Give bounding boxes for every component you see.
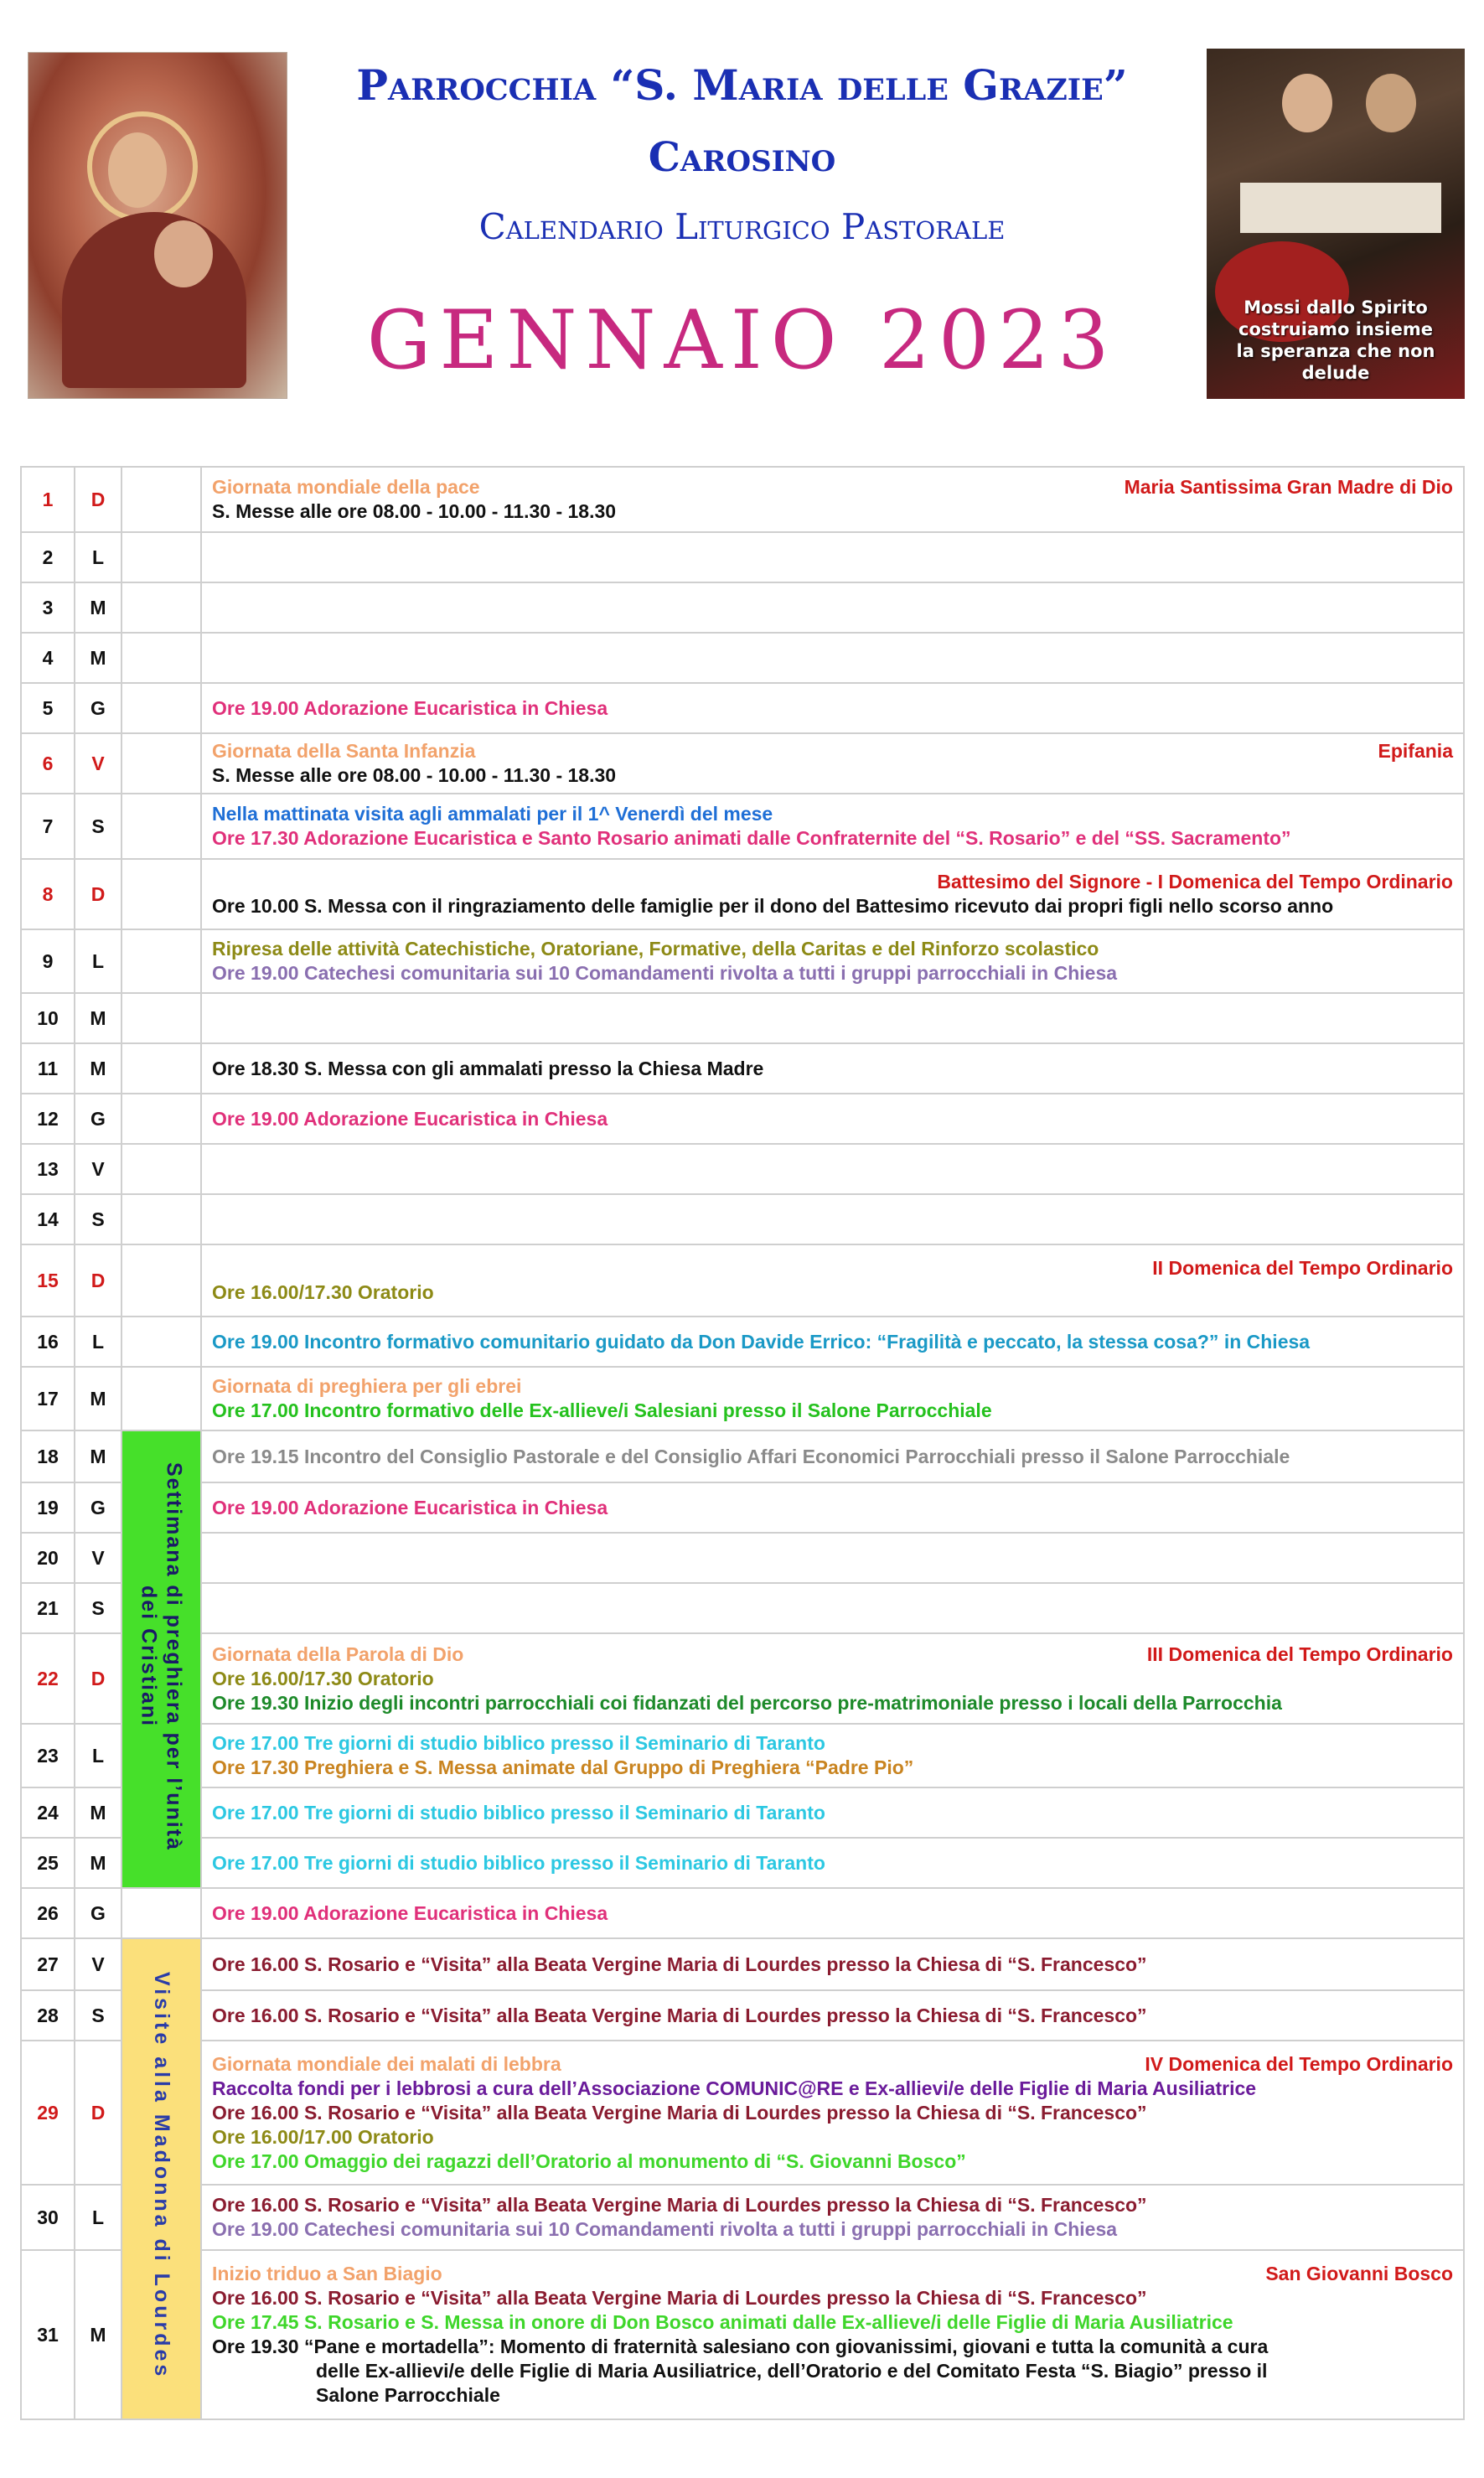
day-number: 16 xyxy=(21,1317,75,1367)
feast-label: Maria Santissima Gran Madre di Dio xyxy=(1124,476,1453,498)
event-line: S. Messe alle ore 08.00 - 10.00 - 11.30 - 18.30 xyxy=(212,500,617,522)
day-of-week: D xyxy=(75,2041,122,2185)
day-number: 22 xyxy=(21,1633,75,1724)
event-line: Ore 16.00 S. Rosario e “Visita” alla Beata Vergine Maria di Lourdes presso la Chiesa di “S. Francesco” xyxy=(212,1953,1147,1975)
day-of-week: S xyxy=(75,1194,122,1244)
event-line: Giornata mondiale dei malati di lebbra xyxy=(212,2052,561,2075)
table-row xyxy=(21,467,1464,532)
events-cell xyxy=(201,1144,1464,1194)
day-of-week: L xyxy=(75,1724,122,1787)
day-number: 25 xyxy=(21,1838,75,1888)
band-cell xyxy=(122,1367,201,1430)
events-cell xyxy=(201,532,1464,582)
band-cell xyxy=(122,929,201,993)
table-row xyxy=(21,1367,1464,1430)
day-number: 15 xyxy=(21,1244,75,1317)
event-line: Salone Parrocchiale xyxy=(316,2384,500,2406)
table-row xyxy=(21,582,1464,633)
feast-label: IV Domenica del Tempo Ordinario xyxy=(1145,2052,1453,2075)
day-of-week: L xyxy=(75,1317,122,1367)
figure-head-shape xyxy=(1282,74,1332,132)
events-cell xyxy=(201,794,1464,859)
events-cell xyxy=(201,1533,1464,1583)
band-cell xyxy=(122,1888,201,1938)
event-line: Giornata di preghiera per gli ebrei xyxy=(212,1375,522,1397)
day-number: 7 xyxy=(21,794,75,859)
table-row xyxy=(21,1724,1464,1787)
day-number: 24 xyxy=(21,1787,75,1838)
events-cell xyxy=(201,1787,1464,1838)
events-cell xyxy=(201,2250,1464,2419)
table-row xyxy=(21,1144,1464,1194)
table-row xyxy=(21,1244,1464,1317)
table-row xyxy=(21,1094,1464,1144)
table-row xyxy=(21,1317,1464,1367)
band-cell xyxy=(122,794,201,859)
calendar-table xyxy=(20,466,1465,2420)
event-line: Ore 16.00/17.30 Oratorio xyxy=(212,1667,434,1689)
events-cell xyxy=(201,1888,1464,1938)
day-number: 31 xyxy=(21,2250,75,2419)
band-cell xyxy=(122,1194,201,1244)
band-cell xyxy=(122,1043,201,1094)
day-of-week: L xyxy=(75,532,122,582)
band-cell xyxy=(122,1094,201,1144)
events-cell xyxy=(201,1990,1464,2041)
band-cell xyxy=(122,683,201,733)
feast-label: III Domenica del Tempo Ordinario xyxy=(1146,1643,1453,1665)
table-row xyxy=(21,733,1464,794)
events-cell xyxy=(201,929,1464,993)
day-of-week: V xyxy=(75,1533,122,1583)
day-of-week: M xyxy=(75,1043,122,1094)
event-line: Giornata della Parola di Dio xyxy=(212,1643,464,1665)
table-row xyxy=(21,2041,1464,2185)
table-row xyxy=(21,1533,1464,1583)
day-of-week: S xyxy=(75,1990,122,2041)
band-cell xyxy=(122,633,201,683)
events-cell xyxy=(201,1244,1464,1317)
event-line: Ore 17.00 Incontro formativo delle Ex-allieve/i Salesiani presso il Salone Parrocchiale xyxy=(212,1399,992,1421)
band-cell xyxy=(122,582,201,633)
day-number: 4 xyxy=(21,633,75,683)
table-row xyxy=(21,859,1464,929)
table-row xyxy=(21,929,1464,993)
table-row xyxy=(21,683,1464,733)
table-row xyxy=(21,794,1464,859)
day-of-week: M xyxy=(75,2250,122,2419)
event-line: Ore 17.00 Tre giorni di studio biblico presso il Seminario di Taranto xyxy=(212,1801,825,1824)
event-line: Ore 19.15 Incontro del Consiglio Pastorale e del Consiglio Affari Economici Parrocchiali presso il Salone Parrocchiale xyxy=(212,1445,1290,1467)
events-cell xyxy=(201,1194,1464,1244)
day-number: 8 xyxy=(21,859,75,929)
events-cell xyxy=(201,1043,1464,1094)
unity-week-line-2: dei Cristiani xyxy=(137,1585,161,1728)
day-number: 12 xyxy=(21,1094,75,1144)
day-number: 28 xyxy=(21,1990,75,2041)
day-number: 6 xyxy=(21,733,75,794)
day-of-week: M xyxy=(75,582,122,633)
events-cell xyxy=(201,1482,1464,1533)
event-line: Ore 16.00 S. Rosario e “Visita” alla Beata Vergine Maria di Lourdes presso la Chiesa di “S. Francesco” xyxy=(212,2194,1147,2216)
event-line: Giornata della Santa Infanzia xyxy=(212,740,476,762)
table-row xyxy=(21,2185,1464,2250)
band-cell xyxy=(122,733,201,794)
table-row xyxy=(21,1787,1464,1838)
day-of-week: D xyxy=(75,1244,122,1317)
day-of-week: S xyxy=(75,1583,122,1633)
band-cell xyxy=(122,467,201,532)
lourdes-visits-band xyxy=(122,1938,201,2419)
day-number: 19 xyxy=(21,1482,75,1533)
feast-label: Epifania xyxy=(1378,740,1453,762)
day-of-week: V xyxy=(75,1938,122,1990)
day-of-week: V xyxy=(75,1144,122,1194)
events-cell xyxy=(201,1938,1464,1990)
table-row xyxy=(21,1043,1464,1094)
day-of-week: S xyxy=(75,794,122,859)
parish-title: Parrocchia “S. Maria delle Grazie” xyxy=(356,60,1128,110)
event-line: Ore 18.30 S. Messa con gli ammalati presso la Chiesa Madre xyxy=(212,1057,764,1079)
events-cell xyxy=(201,2185,1464,2250)
event-line: Ore 16.00 S. Rosario e “Visita” alla Beata Vergine Maria di Lourdes presso la Chiesa di “S. Francesco” xyxy=(212,2101,1147,2124)
table-row xyxy=(21,2250,1464,2419)
day-of-week: M xyxy=(75,1838,122,1888)
events-cell xyxy=(201,1430,1464,1482)
table-row xyxy=(21,1482,1464,1533)
day-number: 3 xyxy=(21,582,75,633)
table-row xyxy=(21,1938,1464,1990)
events-cell xyxy=(201,1094,1464,1144)
events-cell xyxy=(201,733,1464,794)
event-line: Ore 16.00/17.00 Oratorio xyxy=(212,2125,434,2148)
event-line: Inizio triduo a San Biagio xyxy=(212,2263,442,2284)
band-cell xyxy=(122,532,201,582)
feast-label: San Giovanni Bosco xyxy=(1265,2263,1453,2284)
day-of-week: M xyxy=(75,1430,122,1482)
day-number: 2 xyxy=(21,532,75,582)
event-line: Ore 19.00 Adorazione Eucaristica in Chiesa xyxy=(212,1107,608,1130)
day-of-week: L xyxy=(75,929,122,993)
page-header xyxy=(0,0,1484,419)
unity-week-line-1: Settimana di preghiera per l’unità xyxy=(162,1461,186,1851)
painting-caption xyxy=(1207,297,1465,384)
event-line: Ore 17.30 Preghiera e S. Messa animate dal Gruppo di Preghiera “Padre Pio” xyxy=(212,1756,914,1778)
events-cell xyxy=(201,1724,1464,1787)
band-cell xyxy=(122,859,201,929)
band-cell xyxy=(122,1144,201,1194)
day-number: 1 xyxy=(21,467,75,532)
events-cell xyxy=(201,633,1464,683)
event-line: Ore 19.00 Catechesi comunitaria sui 10 Comandamenti rivolta a tutti i gruppi parrocchiali in Chiesa xyxy=(212,962,1118,984)
event-line: Ore 19.00 Adorazione Eucaristica in Chiesa xyxy=(212,1901,608,1924)
event-line: Ore 19.00 Incontro formativo comunitario guidato da Don Davide Errico: “Fragilità e peccato, la stessa cosa?” in Chiesa xyxy=(212,1330,1311,1353)
day-number: 14 xyxy=(21,1194,75,1244)
events-cell xyxy=(201,2041,1464,2185)
day-of-week: M xyxy=(75,633,122,683)
day-number: 9 xyxy=(21,929,75,993)
day-number: 30 xyxy=(21,2185,75,2250)
day-number: 27 xyxy=(21,1938,75,1990)
day-number: 26 xyxy=(21,1888,75,1938)
event-line: S. Messe alle ore 08.00 - 10.00 - 11.30 - 18.30 xyxy=(212,764,617,786)
unity-week-label xyxy=(137,1462,187,1851)
event-line: Ore 16.00 S. Rosario e “Visita” alla Beata Vergine Maria di Lourdes presso la Chiesa di “S. Francesco” xyxy=(212,2004,1147,2026)
event-line: Ore 17.30 Adorazione Eucaristica e Santo Rosario animati dalle Confraternite del “S. Rosario” e del “SS. Sacramento” xyxy=(212,827,1291,849)
day-of-week: G xyxy=(75,1094,122,1144)
day-of-week: G xyxy=(75,683,122,733)
events-cell xyxy=(201,467,1464,532)
day-number: 18 xyxy=(21,1430,75,1482)
table-row xyxy=(21,1194,1464,1244)
day-of-week: G xyxy=(75,1888,122,1938)
event-line: Ore 19.30 “Pane e mortadella”: Momento di fraternità salesiano con giovanissimi, giovani e tutta la comunità a cura xyxy=(212,2336,1269,2357)
event-line: Ripresa delle attività Catechistiche, Oratoriane, Formative, della Caritas e del Rinforzo scolastico xyxy=(212,938,1099,960)
town-title: Carosino xyxy=(648,134,836,181)
event-line: Ore 19.30 Inizio degli incontri parrocchiali coi fidanzati del percorso pre-matrimoniale presso i locali della Parrocchia xyxy=(212,1691,1282,1714)
events-cell xyxy=(201,859,1464,929)
events-cell xyxy=(201,1583,1464,1633)
event-line: Ore 17.00 Tre giorni di studio biblico presso il Seminario di Taranto xyxy=(212,1732,825,1754)
event-line: Ore 17.00 Tre giorni di studio biblico presso il Seminario di Taranto xyxy=(212,1851,825,1874)
day-of-week: M xyxy=(75,1367,122,1430)
band-cell xyxy=(122,1317,201,1367)
unity-week-band xyxy=(122,1430,201,1888)
table-row xyxy=(21,633,1464,683)
calendar-title: Calendario Liturgico Pastorale xyxy=(478,206,1006,247)
day-of-week: D xyxy=(75,1633,122,1724)
feast-label: II Domenica del Tempo Ordinario xyxy=(1152,1257,1453,1279)
event-line: Ore 16.00 S. Rosario e “Visita” alla Beata Vergine Maria di Lourdes presso la Chiesa di “S. Francesco” xyxy=(212,2287,1147,2309)
table-row xyxy=(21,532,1464,582)
table-row xyxy=(21,993,1464,1043)
day-of-week: M xyxy=(75,1787,122,1838)
figure-head-shape xyxy=(1366,74,1416,132)
event-line: Ore 17.45 S. Rosario e S. Messa in onore di Don Bosco animati dalle Ex-allieve/i delle Figlie di Maria Ausiliatrice xyxy=(212,2311,1233,2333)
day-number: 23 xyxy=(21,1724,75,1787)
feast-label: Battesimo del Signore - I Domenica del Tempo Ordinario xyxy=(937,871,1453,892)
events-cell xyxy=(201,1367,1464,1430)
table-row xyxy=(21,1430,1464,1482)
day-number: 10 xyxy=(21,993,75,1043)
table-shape xyxy=(1240,183,1441,233)
event-line: Nella mattinata visita agli ammalati per il 1^ Venerdì del mese xyxy=(212,803,773,825)
day-number: 11 xyxy=(21,1043,75,1094)
table-row xyxy=(21,1583,1464,1633)
day-number: 29 xyxy=(21,2041,75,2185)
event-line: Ore 10.00 S. Messa con il ringraziamento delle famiglie per il dono del Battesimo ricevuto dai propri figli nello scorso anno xyxy=(212,895,1334,917)
events-cell xyxy=(201,993,1464,1043)
day-number: 5 xyxy=(21,683,75,733)
events-cell xyxy=(201,1633,1464,1724)
table-row xyxy=(21,1888,1464,1938)
band-cell xyxy=(122,993,201,1043)
band-cell xyxy=(122,1244,201,1317)
caption-line-3: la speranza che non delude xyxy=(1236,341,1435,383)
event-line: Giornata mondiale della pace xyxy=(212,476,480,498)
events-cell xyxy=(201,1317,1464,1367)
events-cell xyxy=(201,1838,1464,1888)
event-line: Raccolta fondi per i lebbrosi a cura dell’Associazione COMUNIC@RE e Ex-allievi/e delle Figlie di Maria Ausiliatrice xyxy=(212,2077,1257,2099)
day-of-week: L xyxy=(75,2185,122,2250)
month-title: GENNAIO 2023 xyxy=(366,293,1118,387)
caption-line-2: costruiamo insieme xyxy=(1238,319,1433,339)
caption-line-1: Mossi dallo Spirito xyxy=(1244,297,1428,318)
day-of-week: D xyxy=(75,467,122,532)
day-number: 20 xyxy=(21,1533,75,1583)
event-line: Ore 19.00 Adorazione Eucaristica in Chiesa xyxy=(212,1496,608,1518)
day-number: 17 xyxy=(21,1367,75,1430)
events-cell xyxy=(201,582,1464,633)
day-number: 21 xyxy=(21,1583,75,1633)
table-row xyxy=(21,1990,1464,2041)
event-line: Ore 19.00 Catechesi comunitaria sui 10 Comandamenti rivolta a tutti i gruppi parrocchiali in Chiesa xyxy=(212,2218,1118,2240)
painting-image xyxy=(1207,49,1465,399)
day-of-week: D xyxy=(75,859,122,929)
event-line: delle Ex-allievi/e delle Figlie di Maria Ausiliatrice, dell’Oratorio e del Comitato Festa “S. Biagio” presso il xyxy=(316,2360,1268,2382)
day-of-week: M xyxy=(75,993,122,1043)
event-line: Ore 16.00/17.30 Oratorio xyxy=(212,1281,434,1303)
table-row xyxy=(21,1633,1464,1724)
table-row xyxy=(21,1838,1464,1888)
day-of-week: G xyxy=(75,1482,122,1533)
lourdes-visits-label: Visite alla Madonna di Lourdes xyxy=(150,1972,173,2380)
day-number: 13 xyxy=(21,1144,75,1194)
event-line: Ore 17.00 Omaggio dei ragazzi dell’Oratorio al monumento di “S. Giovanni Bosco” xyxy=(212,2149,966,2172)
event-line: Ore 19.00 Adorazione Eucaristica in Chiesa xyxy=(212,696,608,719)
day-of-week: V xyxy=(75,733,122,794)
events-cell xyxy=(201,683,1464,733)
